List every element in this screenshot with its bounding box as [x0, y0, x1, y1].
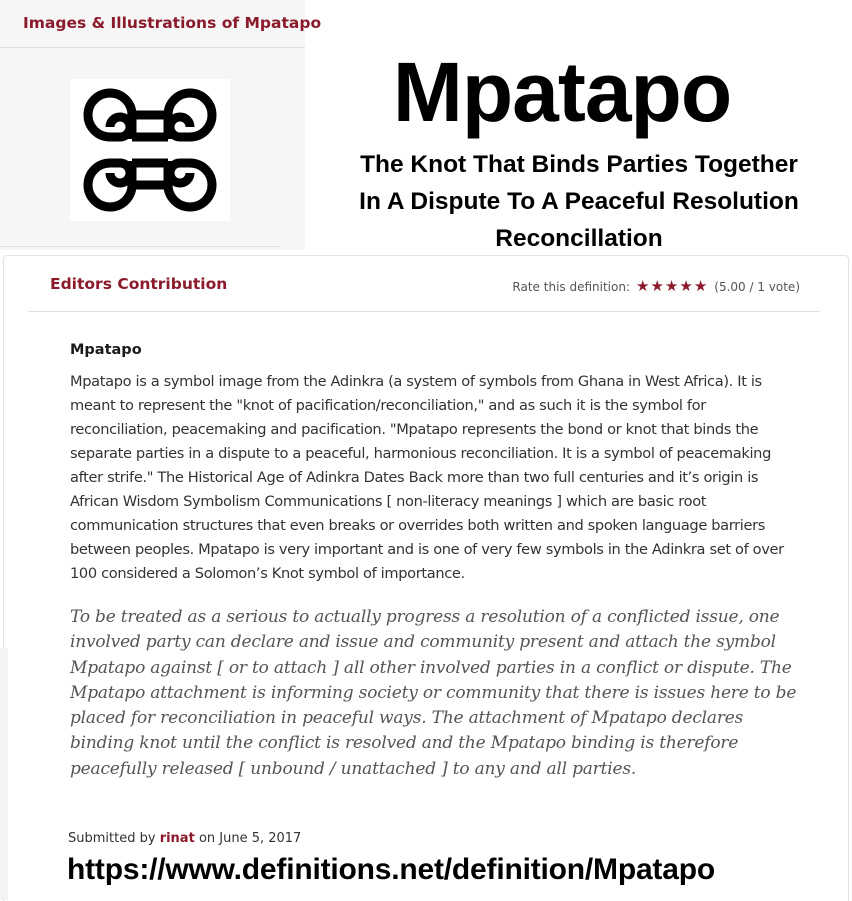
submitted-prefix: Submitted by: [68, 831, 156, 846]
heading-divider: [0, 47, 305, 48]
banner-subtitle: [332, 146, 826, 257]
star-icon-5[interactable]: ★: [693, 277, 708, 295]
term-heading: Mpatapo: [70, 342, 142, 358]
rating-widget: [512, 279, 800, 294]
submitter-link[interactable]: rinat: [159, 831, 195, 846]
card-left-strip: [0, 648, 8, 900]
star-icon-2[interactable]: ★: [650, 277, 664, 295]
images-heading[interactable]: Images & Illustrations of Mpatapo: [23, 14, 322, 32]
mpatapo-adinkra-knot-icon: [70, 79, 230, 221]
card-divider: [28, 311, 820, 312]
definition-text: Mpatapo is a symbol image from the Adinkra (a system of symbols from Ghana in West Africa). It is meant to represent the "knot of pacification/reconciliation," and as such it is the symbol for reconciliation, peacemaking and pacification. "Mpatapo represents the bond or knot that binds the separate parties in a dispute to a peaceful, harmonious reconciliation. It is a symbol of peacemaking after strife." The Historical Age of Adinkra Dates Back more than two full centuries and it’s origin is African Wisdom Symbolism Communications [ non-literacy meanings ] which are basic root communication structures that even breaks or overrides both written and spoken language barriers between peoples. Mpatapo is very important and is one of very few symbols in the Adinkra set of over 100 considered a Solomon’s Knot symbol of importance.: [70, 373, 784, 582]
subtitle-line-2: In A Dispute To A Peaceful Resolution: [359, 188, 799, 215]
section-label: Editors Contribution: [50, 275, 228, 293]
submission-info: [68, 831, 301, 846]
subtitle-line-3: Reconcillation: [495, 225, 663, 252]
panel-divider: [0, 246, 280, 247]
rating-stars[interactable]: [636, 279, 708, 294]
rating-summary: (5.00 / 1 vote): [714, 279, 800, 294]
star-icon-4[interactable]: ★: [679, 277, 693, 295]
banner-title: Mpatapo: [392, 45, 732, 139]
star-icon-3[interactable]: ★: [664, 277, 679, 295]
subtitle-line-1: The Knot That Binds Parties Together: [360, 151, 798, 178]
source-url: https://www.definitions.net/definition/Mpatapo: [67, 853, 715, 886]
rating-label: Rate this definition:: [512, 279, 630, 294]
submitted-date: on June 5, 2017: [198, 831, 302, 846]
star-icon-1[interactable]: ★: [636, 277, 650, 295]
usage-quote: To be treated as a serious to actually progress a resolution of a conflicted issue, one involved party can declare and issue and community present and attach the symbol Mpatapo against [ or to attach ] all other involved parties in a conflict or dispute. The Mpatapo attachment is informing society or community that there is issues here to be placed for reconciliation in peaceful ways. The attachment of Mpatapo declares binding knot until the conflict is resolved and the Mpatapo binding is therefore peacefully released [ unbound / unattached ] to any and all parties.: [70, 607, 797, 779]
mpatapo-symbol-image[interactable]: [70, 79, 230, 221]
